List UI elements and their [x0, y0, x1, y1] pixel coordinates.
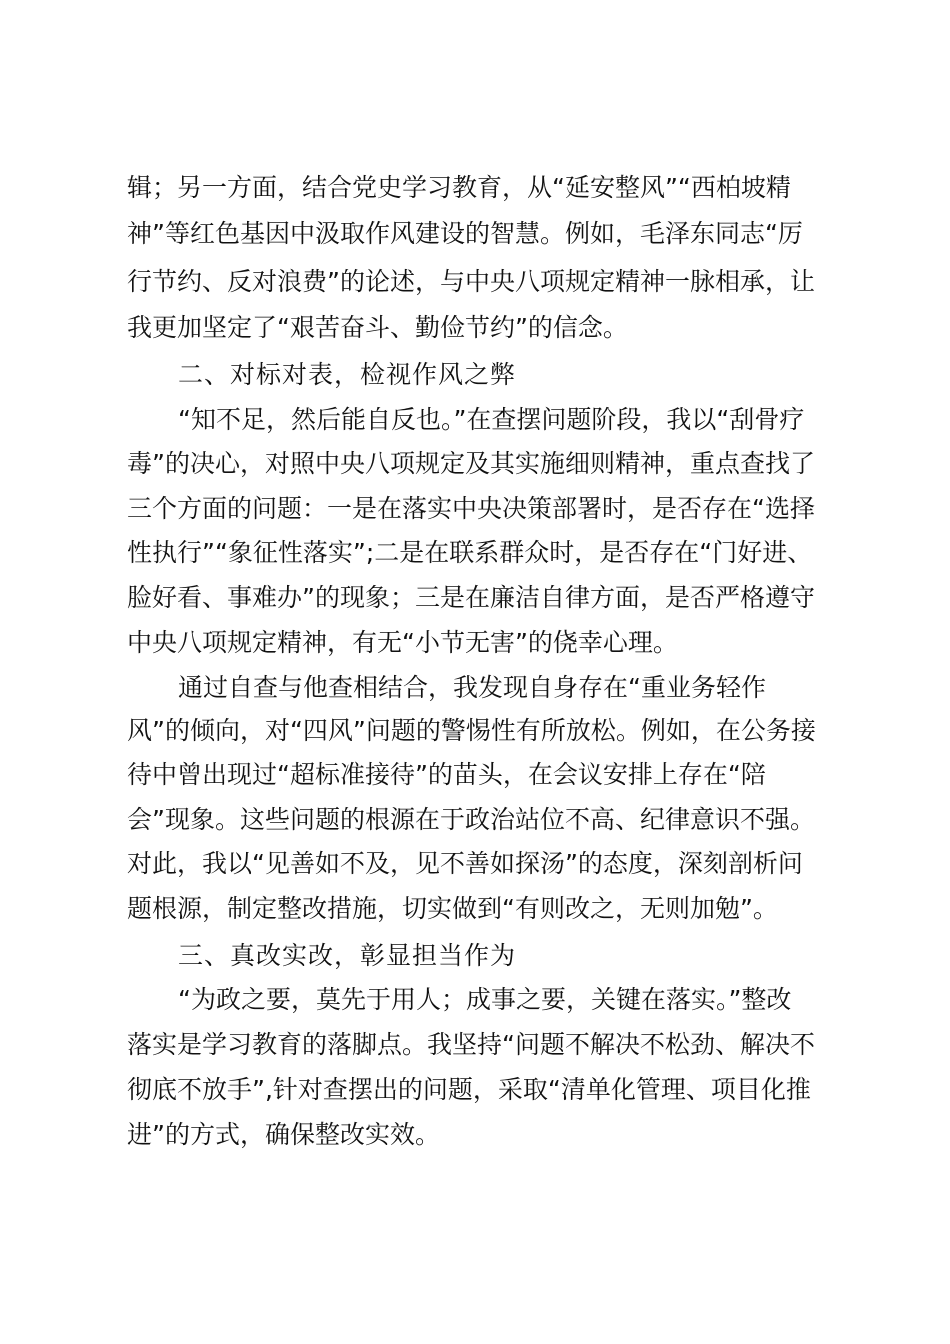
section-heading: 二、对标对表，检视作风之弊	[178, 360, 517, 389]
paragraph-line: 三个方面的问题：一是在落实中央决策部署时，是否存在“选择	[127, 494, 815, 523]
paragraph-line: 落实是学习教育的落脚点。我坚持“问题不解决不松劲、解决不	[127, 1030, 815, 1059]
paragraph-line: “知不足，然后能自反也。”在查摆问题阶段，我以“刮骨疗	[178, 405, 805, 434]
section-heading: 三、真改实改，彰显担当作为	[178, 941, 517, 970]
paragraph-line: 对此，我以“见善如不及，见不善如探汤”的态度，深刻剖析问	[127, 849, 803, 878]
paragraph-line: 脸好看、事难办”的现象；三是在廉洁自律方面，是否严格遵守	[127, 583, 815, 612]
paragraph-line: 辑；另一方面，结合党史学习教育，从“延安整风”“西柏坡精	[127, 173, 791, 202]
paragraph-line: 中央八项规定精神，有无“小节无害”的侥幸心理。	[127, 628, 678, 657]
paragraph-line: 会”现象。这些问题的根源在于政治站位不高、纪律意识不强。	[127, 805, 815, 834]
paragraph-line: 神”等红色基因中汲取作风建设的智慧。例如，毛泽东同志“厉	[127, 219, 803, 248]
paragraph-line: 通过自查与他查相结合，我发现自身存在“重业务轻作	[178, 673, 766, 702]
paragraph-line: 进”的方式，确保整改实效。	[127, 1120, 440, 1149]
paragraph-line: 我更加坚定了“艰苦奋斗、勤俭节约”的信念。	[127, 313, 628, 342]
paragraph-line: 待中曾出现过“超标准接待”的苗头，在会议安排上存在“陪	[127, 760, 766, 789]
paragraph-line: 题根源，制定整改措施，切实做到“有则改之，无则加勉”。	[127, 894, 778, 923]
paragraph-line: 毒”的决心，对照中央八项规定及其实施细则精神，重点查找了	[127, 449, 815, 478]
paragraph-line: 行节约、反对浪费”的论述，与中央八项规定精神一脉相承，让	[127, 267, 815, 296]
paragraph-line: 风”的倾向，对“四风”问题的警惕性有所放松。例如，在公务接	[127, 716, 816, 745]
paragraph-line: “为政之要，莫先于用人；成事之要，关键在落实。”整改	[178, 985, 792, 1014]
paragraph-line: 彻底不放手”,针对查摆出的问题，采取“清单化管理、项目化推	[127, 1075, 811, 1104]
paragraph-line: 性执行”“象征性落实”;二是在联系群众时，是否存在“门好进、	[127, 538, 813, 567]
